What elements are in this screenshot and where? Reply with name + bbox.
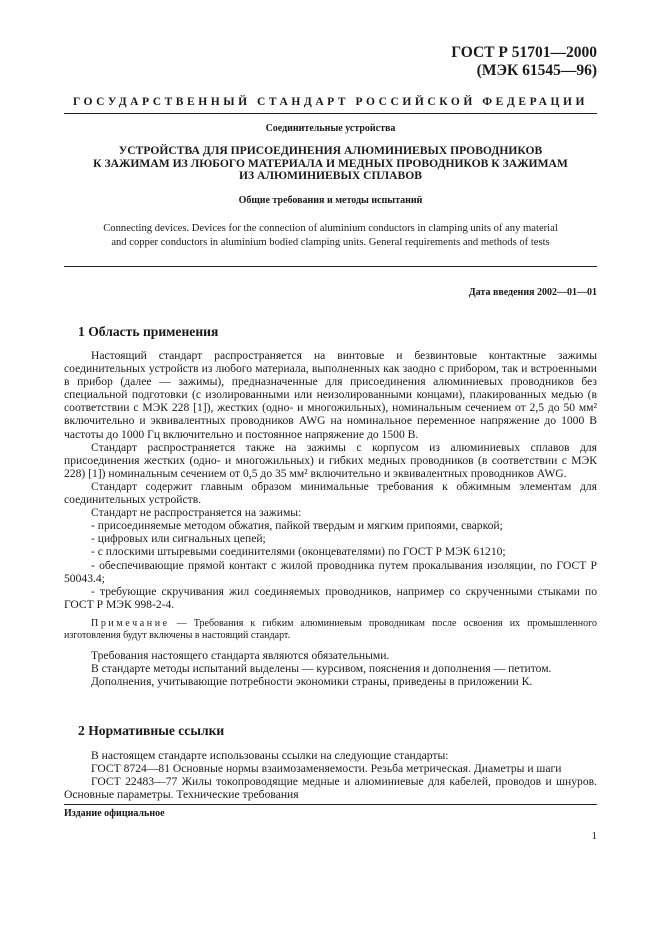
paragraph: Стандарт распространяется также на зажимы с корпусом из алюминиевых сплавов для присоединения жестких (одно- и многожильных) и гибких медных проводников (в соответствии с МЭК 228) [1]) номинальным сечением от 0,5 до 35 мм² включительно и эквивалентных проводников AWG.: [64, 440, 597, 480]
state-standard-heading: ГОСУДАРСТВЕННЫЙ СТАНДАРТ РОССИЙСКОЙ ФЕДЕРАЦИИ: [72, 96, 589, 108]
paragraph: Настоящий стандарт распространяется на винтовые и безвинтовые контактные зажимы соединительных устройств из любого материала, выполненных как заодно с прибором, так и встроенными в прибор (далее — зажимы), предназначенные для присоединения алюминиевых проводников без специальной подготовки (с изолированными или неизолированными концами), плакированных медью (в соответствии с МЭК 228 [1]), жестких (одно- и многожильных), номинальным сечением от 2,5 до 50 мм² включительно и эквивалентных проводников AWG на номинальное переменное напряжение до 1000 В частоты до 1000 Гц включительно и постоянное напряжение до 1500 В.: [64, 349, 597, 441]
paragraph: В стандарте методы испытаний выделены — курсивом, пояснения и дополнения — петитом.: [91, 661, 552, 675]
title-line: ИЗ АЛЮМИНИЕВЫХ СПЛАВОВ: [238, 169, 423, 182]
note-label: Примечание: [91, 617, 170, 629]
paragraph: Стандарт содержит главным образом минимальные требования к обжимным элементам для соединительных устройств.: [64, 479, 597, 507]
gost-number: ГОСТ Р 51701—2000: [451, 44, 597, 61]
note: [64, 618, 597, 642]
paragraph: Требования настоящего стандарта являются обязательными.: [91, 648, 390, 662]
spacer: [64, 642, 597, 649]
page-number: 1: [591, 830, 597, 842]
footer-divider: [64, 804, 597, 805]
list-item: - присоединяемые методом обжатия, пайкой твердым и мягким припоями, сваркой;: [91, 519, 503, 533]
list-item: - требующие скручивания жил соединяемых проводников, например со скрученными стыками по ГОСТ Р МЭК 998-2-4.: [64, 584, 597, 611]
document-title: [64, 145, 597, 183]
effective-date: Дата введения 2002—01—01: [468, 287, 597, 298]
list-item: - цифровых или сигнальных цепей;: [91, 532, 266, 546]
list-item: - с плоскими штыревыми соединителями (оконцевателями) по ГОСТ Р МЭК 61210;: [91, 545, 506, 559]
title-line: К ЗАЖИМАМ ИЗ ЛЮБОГО МАТЕРИАЛА И МЕДНЫХ ПРОВОДНИКОВ К ЗАЖИМАМ: [93, 156, 568, 170]
paragraph: Дополнения, учитывающие потребности экономики страны, приведены в приложении К.: [91, 675, 533, 689]
section-2-heading: 2 Нормативные ссылки: [78, 723, 225, 738]
english-title-line: Connecting devices. Devices for the connection of aluminium conductors in clamping units of any material: [103, 223, 558, 234]
title-subheading: Общие требования и методы испытаний: [238, 195, 423, 206]
english-title: [64, 222, 597, 249]
section-1-heading: 1 Область применения: [78, 324, 219, 339]
subject-heading: Соединительные устройства: [265, 123, 396, 134]
list-item: - обеспечивающие прямой контакт с жилой проводника путем прокалывания изоляции, по ГОСТ Р 50043.4;: [64, 558, 597, 585]
edition-label: Издание официальное: [64, 808, 165, 819]
section-1-body: [64, 349, 597, 688]
title-divider: [64, 266, 597, 267]
title-line: УСТРОЙСТВА ДЛЯ ПРИСОЕДИНЕНИЯ АЛЮМИНИЕВЫХ ПРОВОДНИКОВ: [118, 144, 543, 157]
paragraph: В настоящем стандарте использованы ссылки на следующие стандарты:: [91, 749, 449, 762]
spacer: [64, 611, 597, 618]
paragraph: ГОСТ 8724—81 Основные нормы взаимозаменяемости. Резьба метрическая. Диаметры и шаги: [91, 762, 562, 776]
iec-number: (МЭК 61545—96): [476, 62, 597, 79]
document-number-block: [451, 44, 597, 80]
english-title-line: and copper conductors in aluminium bodied clamping units. General requirements and methods of tests: [111, 236, 550, 248]
note-text: — Требования к гибким алюминиевым проводникам после освоения их промышленного изготовления будут включены в настоящий стандарт.: [64, 617, 597, 641]
paragraph: ГОСТ 22483—77 Жилы токопроводящие медные и алюминиевые для кабелей, проводов и шнуров. Основные параметры. Технические требования: [64, 775, 597, 802]
section-2-body: [64, 749, 597, 801]
paragraph: Стандарт не распространяется на зажимы:: [91, 506, 302, 520]
top-divider: [64, 113, 597, 114]
